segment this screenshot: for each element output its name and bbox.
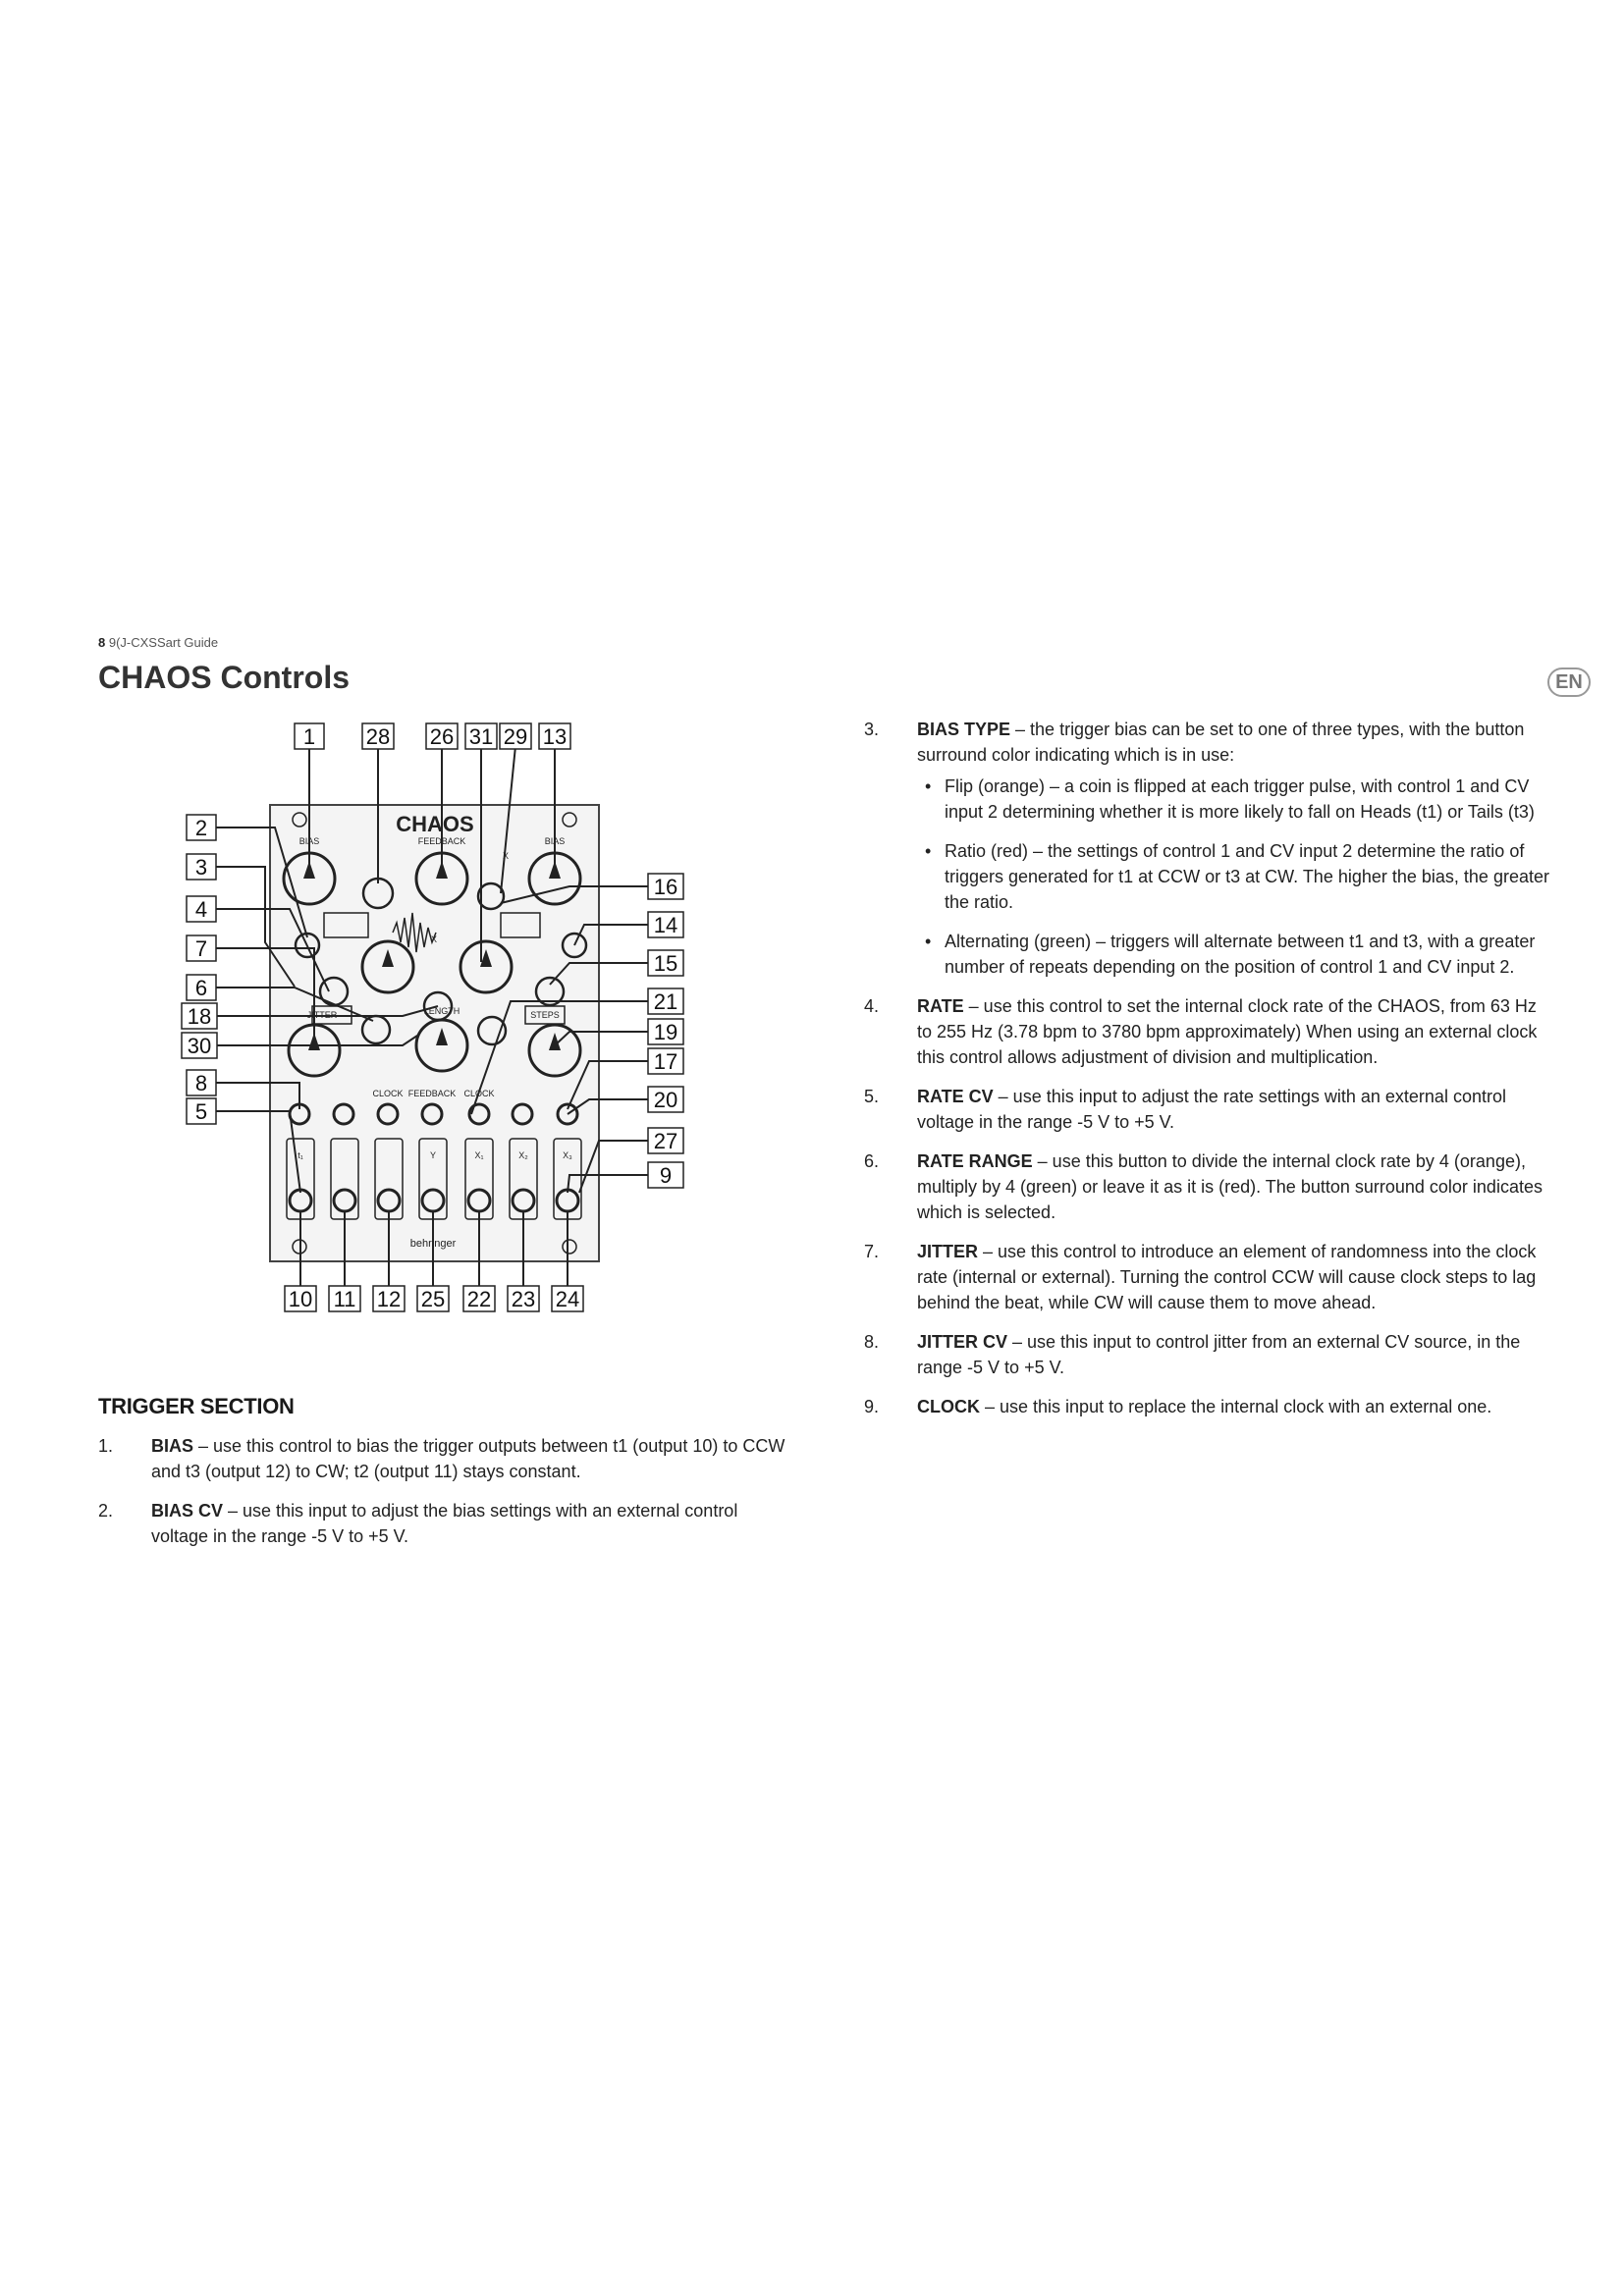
- svg-text:30: 30: [187, 1034, 212, 1058]
- svg-text:22: 22: [466, 1287, 492, 1311]
- svg-text:BIAS: BIAS: [544, 836, 566, 846]
- callout-left-5: [187, 1098, 216, 1124]
- svg-text:7: 7: [194, 936, 208, 961]
- callout-right-14: [648, 912, 683, 937]
- svg-text:21: 21: [653, 989, 678, 1014]
- bias-type-options: [917, 774, 1551, 980]
- module-diagram: [177, 721, 687, 1330]
- list-item: 4. RATE – use this control to set the internal clock rate of the CHAOS, from 63 Hz to 255 Hz (3.78 bpm to 3780 bpm approximately) When using an external clock this control allows adjustment of division and multiplication.: [864, 996, 1538, 1067]
- svg-text:9: 9: [659, 1163, 673, 1188]
- callout-left-6: [187, 975, 216, 1000]
- svg-text:20: 20: [653, 1088, 678, 1112]
- list-item: 9. CLOCK – use this input to replace the internal clock with an external one.: [864, 1397, 1492, 1416]
- callout-top-26: [426, 723, 458, 749]
- svg-text:X₁: X₁: [474, 1150, 484, 1160]
- svg-text:CHAOS: CHAOS: [396, 812, 474, 836]
- language-badge: EN: [1547, 667, 1591, 697]
- callout-right-19: [648, 1019, 683, 1044]
- callout-right-20: [648, 1087, 683, 1112]
- svg-text:4: 4: [194, 897, 208, 922]
- svg-text:24: 24: [555, 1287, 580, 1311]
- callout-right-17: [648, 1048, 683, 1074]
- svg-text:1: 1: [302, 724, 316, 749]
- svg-text:16: 16: [653, 875, 678, 899]
- svg-text:6: 6: [194, 976, 208, 1000]
- callout-left-3: [187, 854, 216, 880]
- svg-text:13: 13: [542, 724, 568, 749]
- svg-text:10: 10: [288, 1287, 313, 1311]
- callout-bottom-10: [285, 1286, 316, 1311]
- svg-text:X₂: X₂: [518, 1150, 528, 1160]
- callout-top-13: [539, 723, 570, 749]
- svg-text:CLOCK: CLOCK: [372, 1089, 404, 1098]
- trigger-section-heading: TRIGGER SECTION: [98, 1394, 295, 1418]
- svg-text:19: 19: [653, 1020, 678, 1044]
- callout-top-31: [465, 723, 497, 749]
- callout-right-15: [648, 950, 683, 976]
- list-item: 3. BIAS TYPE – the trigger bias can be set to one of three types, with the button surround color indicating which is in use: • Flip (orange) – a coin is flipped at each trigger pulse, with control 1 and CV input 2 determining whether it is more likely to fall on Heads (t1) or Tails (t3) • Ratio (red) – the settings of control 1 and CV input 2 determine the ratio of triggers generated for t1 at CCW or t3 at CW. The higher the bias, the greater the ratio. • Alternating (green) – triggers will alternate between t1 and t3, with a greater number of repeats depending on the position of control 1 and CV input 2.: [864, 717, 1551, 980]
- svg-text:JITTER: JITTER: [306, 1010, 338, 1020]
- svg-text:CLOCK: CLOCK: [463, 1089, 495, 1098]
- bullet-item: • Flip (orange) – a coin is flipped at each trigger pulse, with control 1 and CV input 2 determining whether it is more likely to fall on Heads (t1) or Tails (t3): [917, 774, 1551, 825]
- page-number: 8: [98, 635, 106, 650]
- callout-left-30: [182, 1033, 217, 1058]
- callout-left-2: [187, 815, 216, 840]
- callout-right-21: [648, 988, 683, 1014]
- svg-text:LENGTH: LENGTH: [423, 1006, 460, 1016]
- svg-text:11: 11: [333, 1287, 356, 1311]
- callout-top-28: [362, 723, 394, 749]
- list-item: 8. JITTER CV – use this input to control jitter from an external CV source, in the range -5 V to +5 V.: [864, 1332, 1521, 1377]
- callout-bottom-12: [373, 1286, 405, 1311]
- controls-list-right: [864, 717, 1551, 1433]
- svg-text:15: 15: [653, 951, 678, 976]
- svg-text:18: 18: [187, 1004, 212, 1029]
- list-item: 7. JITTER – use this control to introduce an element of randomness into the clock rate (internal or external). Turning the control CCW will cause clock steps to lag behind the beat, while CW will cause them to move ahead.: [864, 1242, 1537, 1312]
- svg-text:14: 14: [653, 913, 678, 937]
- callout-bottom-11: [329, 1286, 360, 1311]
- svg-text:17: 17: [653, 1049, 678, 1074]
- svg-text:29: 29: [503, 724, 528, 749]
- page-title: CHAOS Controls: [98, 660, 350, 695]
- callout-top-29: [500, 723, 531, 749]
- svg-text:t₁: t₁: [298, 1150, 303, 1160]
- svg-text:Y: Y: [429, 1150, 437, 1160]
- svg-text:31: 31: [468, 724, 494, 749]
- svg-text:5: 5: [194, 1099, 208, 1124]
- svg-text:28: 28: [365, 724, 391, 749]
- svg-text:X₃: X₃: [563, 1150, 572, 1160]
- list-item: 1. BIAS – use this control to bias the trigger outputs between t1 (output 10) to CCW and t3 (output 12) to CW; t2 (output 11) stays constant.: [98, 1436, 785, 1481]
- callout-left-18: [182, 1003, 217, 1029]
- callout-bottom-24: [552, 1286, 583, 1311]
- svg-text:8: 8: [194, 1071, 208, 1095]
- svg-text:12: 12: [376, 1287, 402, 1311]
- svg-text:behringer: behringer: [409, 1238, 457, 1250]
- svg-text:26: 26: [429, 724, 455, 749]
- guide-title: 9(J-CXSSart Guide: [108, 635, 219, 650]
- callout-bottom-23: [508, 1286, 539, 1311]
- svg-text:2: 2: [194, 816, 208, 840]
- page-header: [98, 635, 218, 650]
- trigger-section-list: [98, 1433, 785, 1563]
- callout-bottom-25: [417, 1286, 449, 1311]
- callout-top-1: [295, 723, 324, 749]
- svg-text:FEEDBACK: FEEDBACK: [417, 836, 466, 846]
- callout-bottom-22: [463, 1286, 495, 1311]
- callout-left-8: [187, 1070, 216, 1095]
- svg-text:3: 3: [194, 855, 208, 880]
- svg-text:23: 23: [511, 1287, 536, 1311]
- bullet-item: • Alternating (green) – triggers will alternate between t1 and t3, with a greater number of repeats depending on the position of control 1 and CV input 2.: [917, 929, 1551, 980]
- callout-right-16: [648, 874, 683, 899]
- svg-text:X: X: [430, 934, 438, 944]
- list-item: 5. RATE CV – use this input to adjust the rate settings with an external control voltage in the range -5 V to +5 V.: [864, 1087, 1506, 1132]
- svg-text:BIAS: BIAS: [298, 836, 320, 846]
- svg-text:FEEDBACK: FEEDBACK: [407, 1089, 457, 1098]
- svg-text:STEPS: STEPS: [530, 1010, 560, 1020]
- callout-left-4: [187, 896, 216, 922]
- list-item: 6. RATE RANGE – use this button to divide the internal clock rate by 4 (orange), multiply by 4 (green) or leave it as it is (red). The button surround color indicates which is selected.: [864, 1151, 1543, 1222]
- callout-right-9: [648, 1162, 683, 1188]
- callout-right-27: [648, 1128, 683, 1153]
- bullet-item: • Ratio (red) – the settings of control 1 and CV input 2 determine the ratio of triggers generated for t1 at CCW or t3 at CW. The higher the bias, the greater the ratio.: [917, 838, 1551, 915]
- module-panel: [270, 805, 599, 1261]
- svg-text:X: X: [502, 851, 510, 861]
- list-item: 2. BIAS CV – use this input to adjust the bias settings with an external control voltage in the range -5 V to +5 V.: [98, 1501, 738, 1546]
- svg-text:25: 25: [420, 1287, 446, 1311]
- callout-left-7: [187, 935, 216, 961]
- svg-text:27: 27: [653, 1129, 678, 1153]
